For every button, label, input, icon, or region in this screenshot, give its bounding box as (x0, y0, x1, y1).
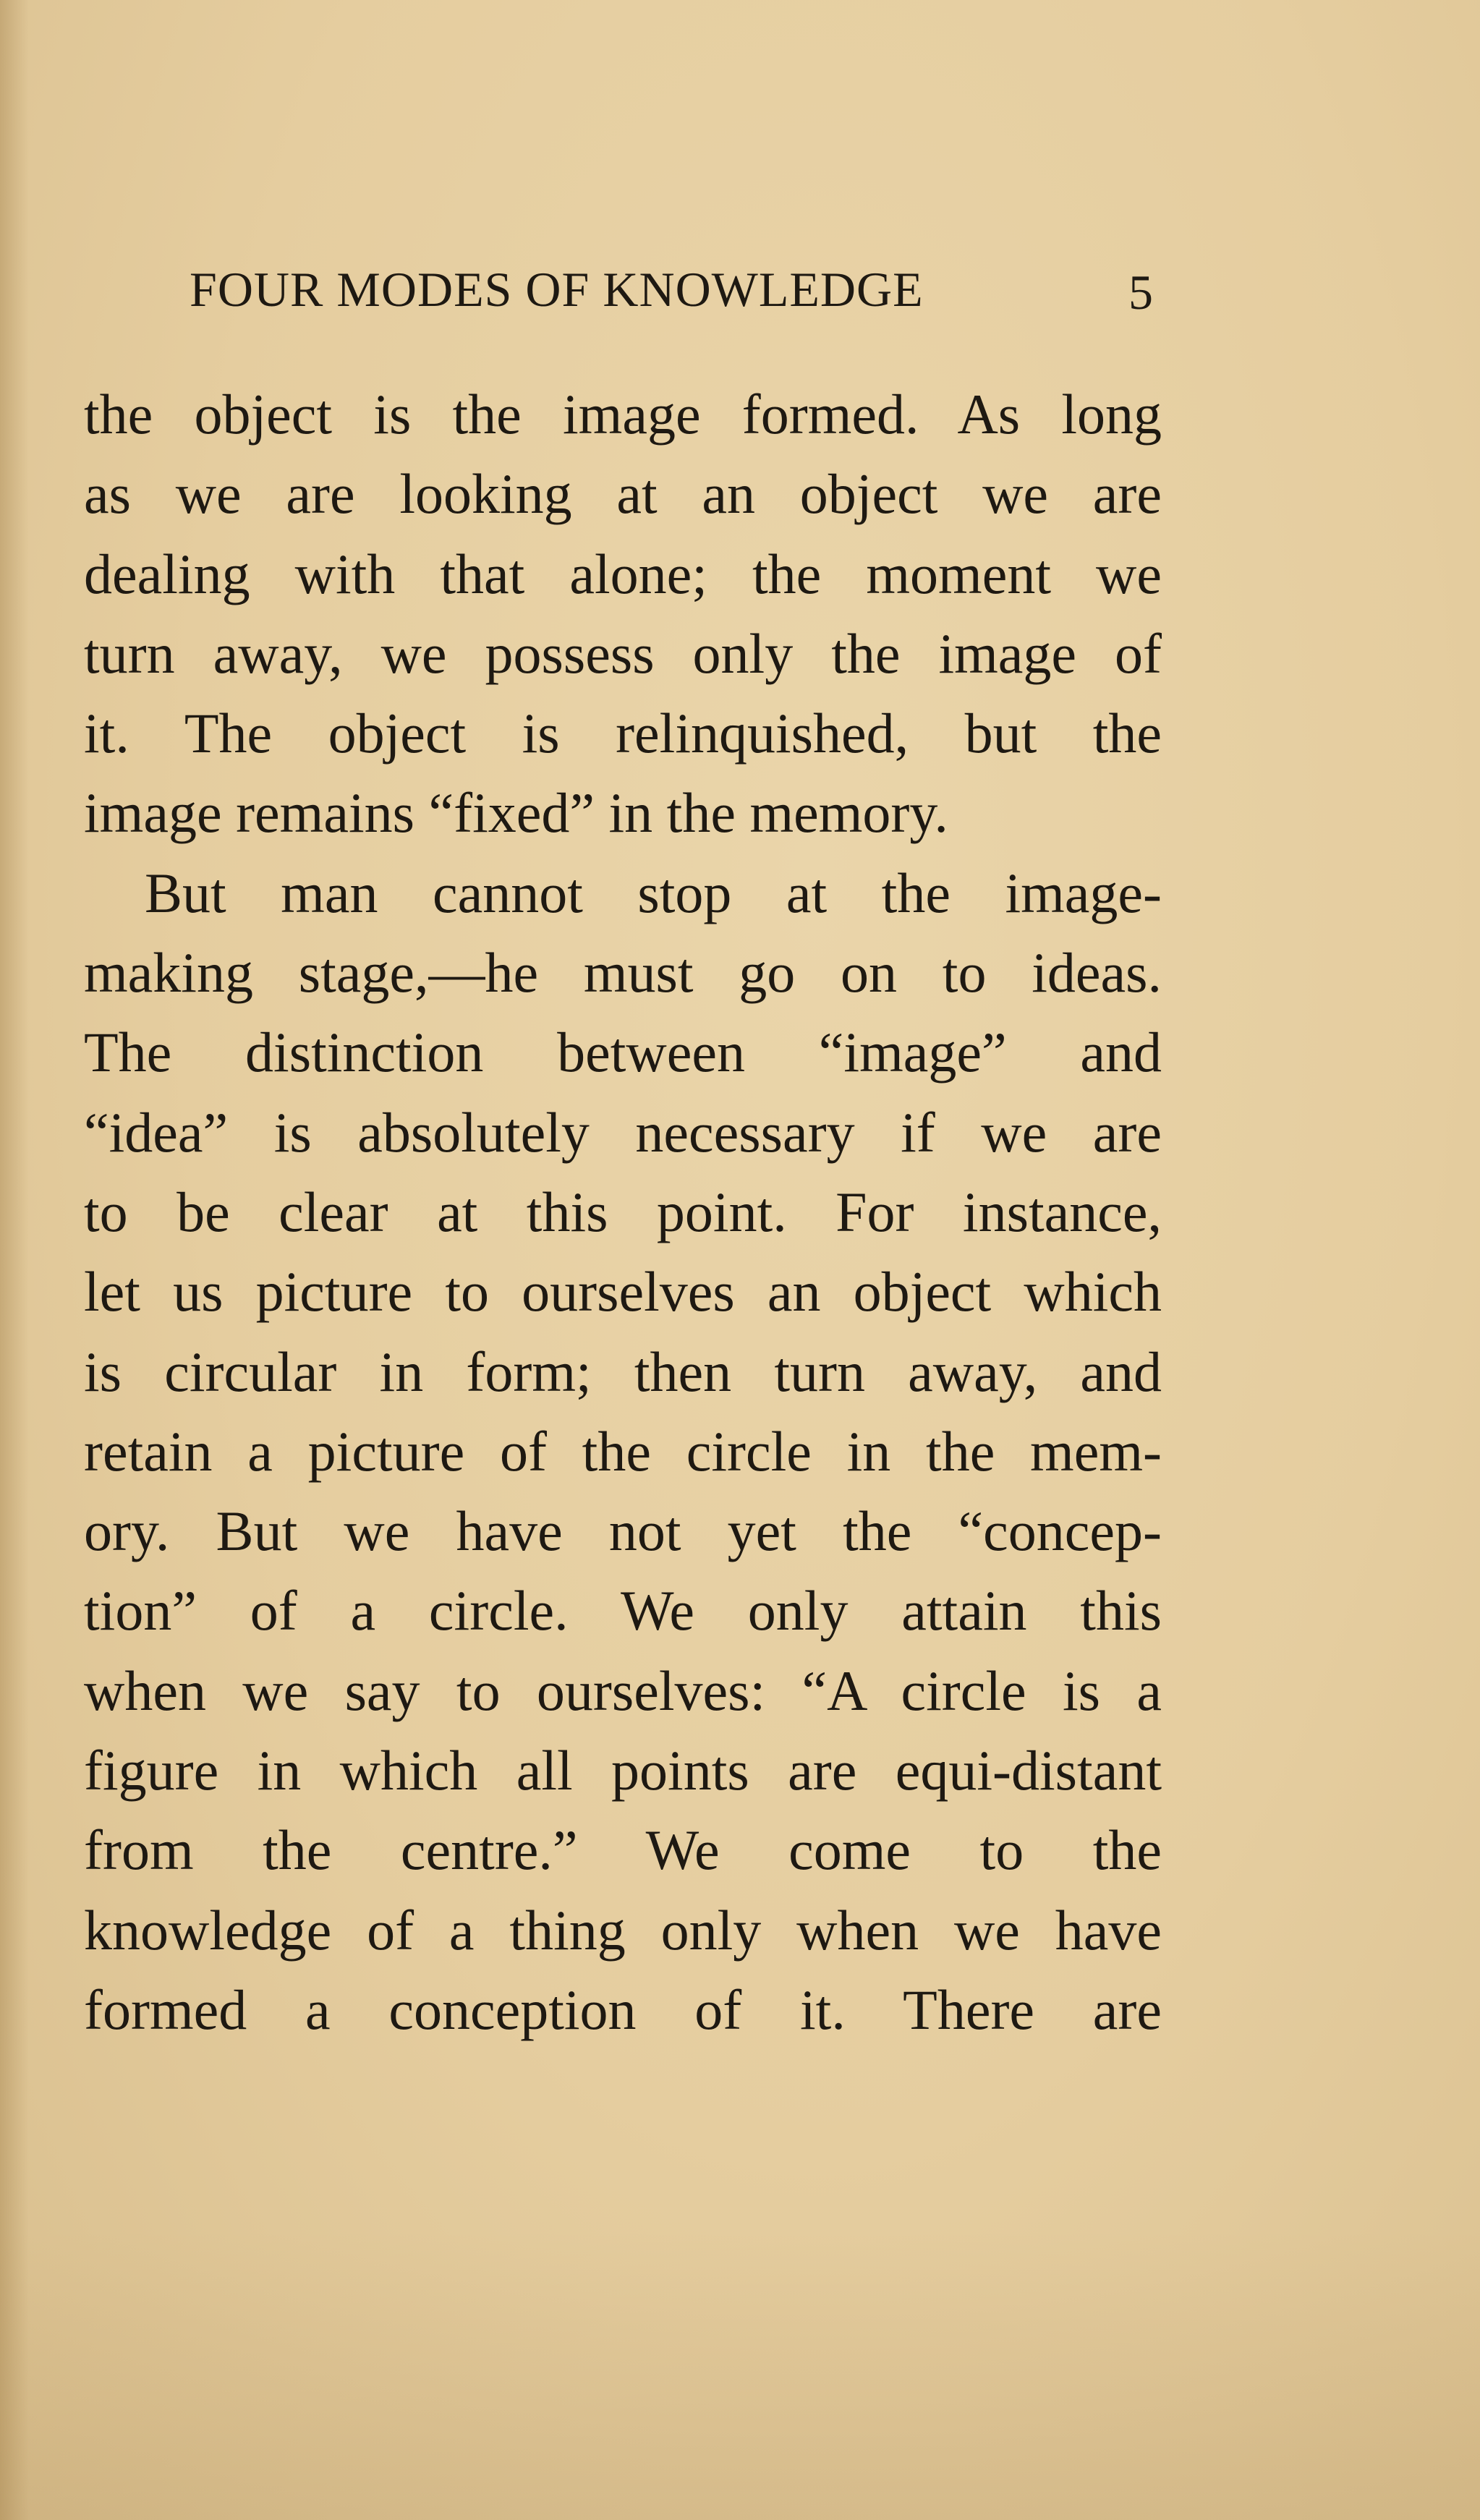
text-line: the object is the image formed. As long (84, 383, 1162, 446)
text-line: dealing with that alone; the moment we (84, 542, 1162, 605)
text-line: But man cannot stop at the image- (145, 861, 1162, 924)
page-number: 5 (1128, 265, 1153, 320)
text-line: tion” of a circle. We only attain this (84, 1579, 1162, 1643)
page-edge-shadow (0, 0, 29, 2520)
text-line: formed a conception of it. There are (84, 1978, 1162, 2041)
running-title: FOUR MODES OF KNOWLEDGE (190, 262, 924, 317)
text-line: turn away, we possess only the image of (84, 621, 1162, 685)
text-line: it. The object is relinquished, but the (84, 702, 1162, 765)
text-line: knowledge of a thing only when we have (84, 1898, 1162, 1962)
text-line: “idea” is absolutely necessary if we are (84, 1100, 1162, 1164)
page-bottom-shade (0, 2231, 1480, 2520)
body-text (84, 375, 1162, 2050)
text-line: is circular in form; then turn away, and (84, 1340, 1162, 1403)
text-line: as we are looking at an object we are (84, 462, 1162, 526)
text-line: making stage,—he must go on to ideas. (84, 941, 1162, 1005)
text-line: image remains “fixed” in the memory. (84, 781, 948, 845)
text-line: retain a picture of the circle in the mem- (84, 1419, 1162, 1483)
text-line: when we say to ourselves: “A circle is a (84, 1659, 1162, 1722)
text-line: let us picture to ourselves an object which (84, 1260, 1162, 1324)
text-line: from the centre.” We come to the (84, 1818, 1162, 1882)
text-line: ory. But we have not yet the “concep- (84, 1499, 1162, 1563)
text-line: The distinction between “image” and (84, 1021, 1162, 1084)
text-line: figure in which all points are equi-distant (84, 1739, 1162, 1802)
text-line: to be clear at this point. For instance, (84, 1180, 1162, 1243)
